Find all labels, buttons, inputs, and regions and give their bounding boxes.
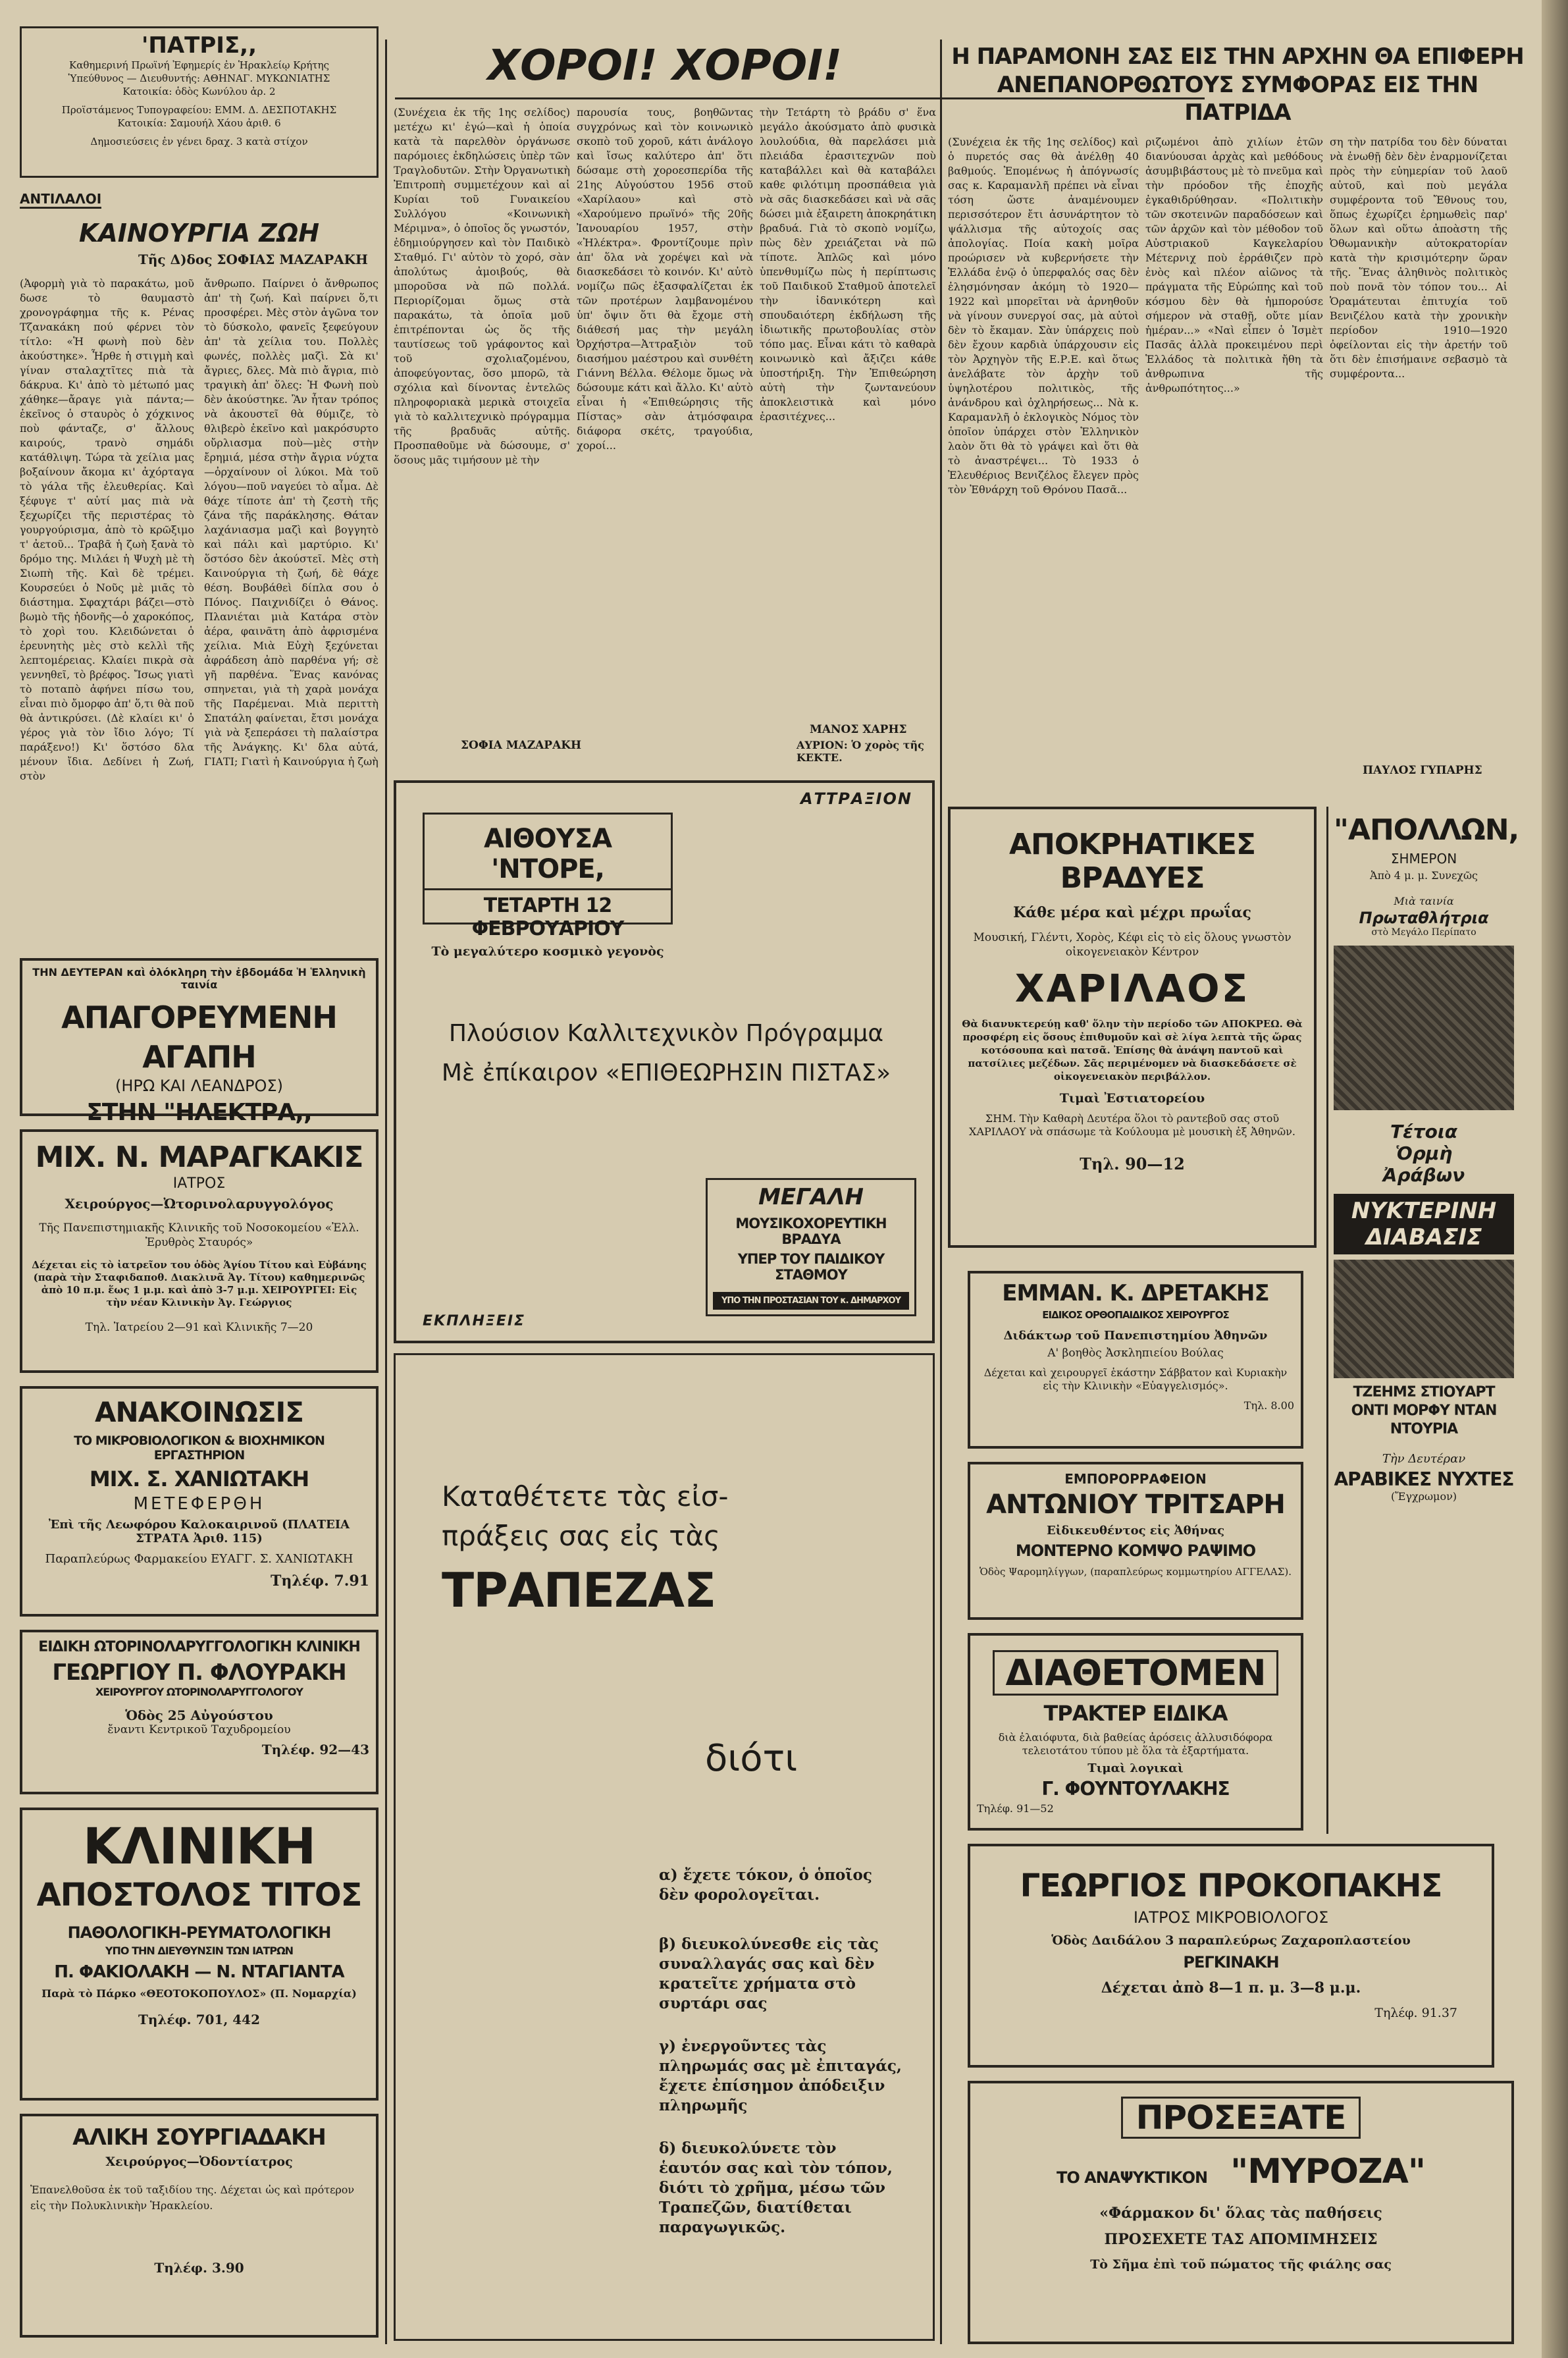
ad-announcement [20, 1386, 379, 1617]
ad-text: γ) ἐνεργοῦντες τὰς πληρωμάς σας μὲ ἐπιταγάς, ἔχετε ἐπίσημον ἀπόδειξιν πληρωμῆς [659, 2037, 902, 2114]
masthead [20, 26, 379, 178]
ad-text: Ὁδὸς Ψαρομηλίγγων, (παραπλεύρως κομμωτηρίου ΑΓΓΕΛΑΣ). [980, 1566, 1292, 1578]
ad-text: Τὸ μεγαλύτερο κοσμικὸ γεγονὸς [431, 944, 664, 959]
ad-headline: ΡΕΓΚΙΝΑΚΗ [1183, 1953, 1279, 1971]
ad-headline: ΧΑΡΙΛΑΟΣ [1014, 966, 1250, 1011]
ad-headline: Πρωταθλήτρια [1359, 909, 1489, 927]
masthead-line: Καθημερινή Πρωϊνή Ἐφημερίς ἐν Ἡρακλείῳ Κρήτης [68, 59, 329, 71]
ad-headline: ΑΝΑΚΟΙΝΩΣΙΣ [95, 1396, 303, 1428]
ad-headline: ΑΛΙΚΗ ΣΟΥΡΓΙΑΔΑΚΗ [72, 2124, 326, 2151]
ad-text: ΥΠΟ ΤΗΝ ΠΡΟΣΤΑΣΙΑΝ ΤΟΥ κ. ΔΗΜΑΡΧΟΥ [713, 1292, 909, 1310]
film-still-photo [1334, 1260, 1514, 1378]
ad-text: Παραπλεύρως Φαρμακείου ΕΥΑΓΓ. Σ. ΧΑΝΙΩΤΑΚΗ [45, 1552, 353, 1566]
ad-text: δ) διευκολύνετε τὸν ἑαυτόν σας καὶ τὸν τόπον, διότι τὸ χρῆμα, μέσω τῶν Τραπεζῶν, διατίθεται παραγωγικῶς. [659, 2139, 893, 2236]
article-title: ΑΝΕΠΑΝΟΡΘΩΤΟΥΣ ΣΥΜΦΟΡΑΣ ΕΙΣ ΤΗΝ ΠΑΤΡΙΔΑ [997, 72, 1478, 126]
ad-text: Τῆς Πανεπιστημιακῆς Κλινικῆς τοῦ Νοσοκομείου «Ἐλλ. Ἐρυθρὸς Σταυρός» [39, 1221, 359, 1249]
ad-doctor-dretakis [968, 1271, 1303, 1449]
ad-tailor-tritsaris [968, 1462, 1303, 1620]
masthead-line: Προϊστάμενος Τυπογραφείου: ΕΜΜ. Δ. ΔΕΣΠΟΤΑΚΗΣ [61, 104, 337, 116]
ad-headline: πράξεις σας εἰς τὰς [442, 1520, 720, 1552]
ad-text: Ὁδὸς Δαιδάλου 3 παραπλεύρως Ζαχαροπλαστείου [1051, 1933, 1411, 1948]
column-rule [940, 40, 942, 2344]
ad-headline: ΑΡΑΒΙΚΕΣ ΝΥΧΤΕΣ [1334, 1468, 1514, 1490]
ad-text: (Ἔγχρωμον) [1390, 1490, 1457, 1503]
ad-banks [394, 1353, 935, 2341]
masthead-line: Ὑπεύθυνος — Διευθυντής: ΑΘΗΝΑΓ. ΜΥΚΩΝΙΑΤΗΣ [68, 72, 330, 84]
ad-headline: Τέτοια [1390, 1121, 1457, 1142]
ad-clinic-titos [20, 1808, 379, 2101]
ad-headline: ΤΡΑΚΤΕΡ ΕΙΔΙΚΑ [1043, 1701, 1228, 1726]
ad-text: Εἰδικευθέντος εἰς Ἀθήνας [1046, 1524, 1225, 1538]
ad-text: Θὰ διανυκτερεύῃ καθ' ὅλην τὴν περίοδο τῶν ΑΠΟΚΡΕΩ. Θὰ προσφέρη εἰς ὅσους ἐπιθυμοῦν καὶ σὲ λίγα λεπτὰ τῆς ὥρας κοτόσουπα καὶ πατσᾶ. Ἐπίσης θὰ ἀνάψη παντοῦ καὶ πατσίλιες μεζέδων. Σᾶς περιμένομεν νὰ διασκεδάσετε σὲ οἰκογενειακὸν περιβάλλον. [962, 1018, 1303, 1083]
article-byline: ΜΑΝΟΣ ΧΑΡΗΣ [810, 723, 907, 736]
ad-headline: ΕΜΜΑΝ. Κ. ΔΡΕΤΑΚΗΣ [1002, 1280, 1269, 1306]
ad-text: Ὁδὸς 25 Αὐγούστου [125, 1707, 273, 1723]
ad-tractors [968, 1633, 1303, 1831]
ad-dance-event [394, 780, 935, 1343]
ad-text: Μουσική, Γλέντι, Χορὸς, Κέφι εἰς τὸ εἰς ὅλους γνωστὸν οἰκογενειακὸν Κέντρον [973, 931, 1292, 959]
product-line [978, 2152, 1503, 2191]
column-rule [385, 40, 387, 2344]
ad-headline: ΜΙΧ. Σ. ΧΑΝΙΩΤΑΚΗ [89, 1466, 309, 1491]
ad-text: ΕΙΔΙΚΟΣ ΟΡΘΟΠΑΙΔΙΚΟΣ ΧΕΙΡΟΥΡΓΟΣ [1042, 1309, 1229, 1321]
ad-headline: ΜΟΥΣΙΚΟΧΟΡΕΥΤΙΚΗ ΒΡΑΔΥΑ [735, 1216, 887, 1247]
ad-text: Ἀπὸ 4 μ. μ. Συνεχῶς [1370, 869, 1478, 882]
ad-headline: "ΑΠΟΛΛΩΝ, [1334, 813, 1519, 847]
ad-text: Τὴν Δευτέραν [1382, 1452, 1466, 1466]
ad-text: ΕΙΔΙΚΗ ΩΤΟΡΙΝΟΛΑΡΥΓΓΟΛΟΓΙΚΗ ΚΛΙΝΙΚΗ [38, 1639, 360, 1655]
ad-dentist-aliki [20, 2114, 379, 2338]
ad-text: Διδάκτωρ τοῦ Πανεπιστημίου Ἀθηνῶν [1003, 1329, 1268, 1343]
ad-text: «Φάρμακον δι' ὅλας τὰς παθήσεις [1099, 2205, 1382, 2222]
ad-doctor-prokopakis [968, 1844, 1494, 2068]
ad-text: Τηλέφ. 91.37 [1374, 2006, 1457, 2020]
ad-headline: ΔΙΑΘΕΤΟΜΕΝ [993, 1650, 1278, 1696]
ad-myroza [968, 2081, 1514, 2344]
ad-text: Π. ΦΑΚΙΟΛΑΚΗ — Ν. ΝΤΑΓΙΑΝΤΑ [54, 1962, 344, 1982]
ad-text: Τηλέφ. 701, 442 [138, 2012, 261, 2027]
ad-text: ἔναντι Κεντρικοῦ Ταχυδρομείου [107, 1723, 291, 1736]
ad-text: ΣΗΜΕΡΟΝ [1390, 851, 1457, 867]
ad-text: Α' βοηθὸς Ἀσκληπιείου Βούλας [1047, 1347, 1224, 1360]
film-still-photo [1334, 946, 1514, 1110]
ad-text: Ἐπὶ τῆς Λεωφόρου Καλοκαιρινοῦ (ΠΛΑΤΕΙΑ ΣΤΡΑΤΑ Ἀριθ. 115) [48, 1518, 350, 1545]
ad-text: Κάθε μέρα καὶ μέχρι πρωΐας [1013, 904, 1251, 921]
ad-text: Ἐπανελθοῦσα ἐκ τοῦ ταξιδίου της. Δέχεται ὡς καὶ πρότερον εἰς τὴν Πολυκλινικὴν Ἡρακλείου. [30, 2184, 355, 2212]
ad-headline: Ἀράβων [1382, 1164, 1465, 1186]
article-byline: ΣΟΦΙΑ ΜΑΖΑΡΑΚΗ [461, 739, 582, 752]
ad-headline: Πλούσιον Καλλιτεχνικὸν Πρόγραμμα [448, 1020, 884, 1047]
ad-text: ΜΕΤΕΦΕΡΘΗ [133, 1494, 265, 1514]
ad-text: Τιμαὶ Ἐστιατορείου [1059, 1091, 1205, 1106]
ad-text: ΧΕΙΡΟΥΡΓΟΥ ΩΤΟΡΙΝΟΛΑΡΥΓΓΟΛΟΓΟΥ [95, 1686, 303, 1698]
ad-text: ΠΡΟΣΕΧΕΤΕ ΤΑΣ ΑΠΟΜΙΜΗΣΕΙΣ [1104, 2231, 1378, 2248]
ad-text: διὰ ἐλαιόφυτα, διὰ βαθείας ἀρόσεις ἀλλυσιδόφορα τελειοτάτου τύπου μὲ ὅλα τὰ ἐξαρτήματα. [998, 1731, 1273, 1757]
big-event-box [706, 1178, 916, 1316]
ad-elektra [20, 958, 379, 1126]
article-note: ΑΥΡΙΟΝ: Ὁ χορὸς τῆς ΚΕΚΤΕ. [797, 739, 924, 764]
section-kicker: ΑΝΤΙΛΑΛΟΙ [20, 191, 101, 209]
ad-text: Τηλέφ. 91—52 [977, 1802, 1054, 1815]
ad-text: Τηλ. 8.00 [1243, 1399, 1294, 1412]
article-column: (Ἀφορμὴ γιὰ τὸ παρακάτω, μοῦ δωσε τὸ θαυμαστὸ χρονογράφημα τῆς κ. Ρένας Τζανακάκη πού φέρνει τὸν τίτλο: «Ἡ φωνὴ ποὺ δὲν ἀκούστηκε». Ἦρθε ἡ στιγμὴ καὶ γίναν σταλαχτῖτες πιὰ τὰ δάκρυα. Κι' ἀπὸ τὸ μέτωπό μας χάθηκε—ἄραγε γιὰ πάντα;—ἐκεῖνος ὁ σταυρὸς ὁ χόχκινος ποὺ φάνταζε, σ' ἄλλους καιρούς, τρανὸ σημάδι κατάθλιψη. Τώρα τὰ χείλια μας βοξαίνουν ἄκομα κι' ἀχόρταγα τὸ γάλα τῆς ἐλευθερίας. Καὶ ξέφυγε τ' αὐτί μας πιὰ νὰ ξεχωρίζει τῆς περιστέρας τὸ γουργούρισμα, ἀπὸ τὸ κρῶξιμο τ' ἀετοῦ... Τραβᾶ ἡ ζωὴ ξανὰ τὸ δρόμο της. Μιλάει ἡ Ψυχὴ μὲ τὴ Σιωπὴ τῆς. Καὶ δὲ τρέμει. Κουρσεύει ὁ Νοῦς μὲ μιᾶς τὸ διάστημα. Σφαχτάρι βάζει—στὸ βωμὸ τῆς ἡδονῆς—ὁ χαροκόπος, τὸ χορὶ του. Κλειδώνεται ὁ ἐρευνητὴς μὲς στὸ κελλὶ τῆς λεπτομέρειας. Κλαίει πικρὰ σὰ γεννηθεῖ, τὸ βρέφος. Ἴσως γιατὶ τὸ ποταπὸ ἀφήνει πίσω του, εἶναι πιὸ ὄμορφο ἀπ' ὅ,τι θὰ ποῦ θὰ ἀντικρύσει. (Δὲ κλαίει κι' ὁ γέρος γιὰ τὸν ἴδιο λόγο; Τί παράξενο!) Κι' ὅστόσο δλα μένουν ἴδια. Δεδίνει ἡ Ζωή, στὸν [20, 277, 194, 782]
ad-text: (ΗΡΩ ΚΑΙ ΛΕΑΝΔΡΟΣ) [115, 1077, 283, 1095]
ad-headline: ΠΡΟΣΕΞΑΤΕ [1121, 2097, 1361, 2139]
ad-text: Παρὰ τὸ Πάρκο «ΘΕΟΤΟΚΟΠΟΥΛΟΣ» (Π. Νομαρχία) [41, 1987, 357, 2000]
ad-clinic-flourakis [20, 1630, 379, 1794]
ad-text: ΑΤΤΡΑΞΙΟΝ [800, 790, 912, 808]
article-title: ΚΑΙΝΟΥΡΓΙΑ ΖΩΗ [78, 219, 320, 248]
article-byline: Τῆς Δ)δος ΣΟΦΙΑΣ ΜΑΖΑΡΑΚΗ [138, 252, 368, 267]
page-binding [1542, 0, 1568, 2358]
ad-text: ΤΟ ΜΙΚΡΟΒΙΟΛΟΓΙΚΟΝ & ΒΙΟΧΗΜΙΚΟΝ ΕΡΓΑΣΤΗΡΙΟΝ [74, 1434, 325, 1462]
ad-text: ΙΑΤΡΟΣ [172, 1175, 226, 1192]
article-column: ση τὴν πατρίδα του δὲν δύναται νὰ ἐνωθῇ δὲν δὲν ἐναρμονίζεται πρὸς τὴν εὐημερίαν τοῦ λαοῦ αὐτοῦ, καὶ ποὺ μεγάλα συμφέροντα τοῦ Ἔθνους του, ὅπως ἐχωρίζει ἐρημωθεὶς παρ' ὅλων καὶ οὕτω ἀποὰστη τῆς Ὀθωμανικὴν αὐτοκρατορίαν κατὰ τὴν κρισιμότερην ὥραν τῆς. Ἕνας ἀληθινὸς πολιτικὸς ποὺ πονᾶ τὸν τόπον του... Αἱ Ὁραμάτευται ἐπιτυχία τοῦ Βενιζέλου κατὰ τὴν χρονικὴν περίοδον 1910—1920 ὀφείλονται εἰς τὴν ἀρετήν τοῦ ὅτι δὲν ἐπισήμαινε σεβασμὸ τὰ συμφέροντα... [1330, 136, 1507, 380]
venue-box [423, 813, 673, 959]
ad-headline: ΓΕΩΡΓΙΟΥ Π. ΦΛΟΥΡΑΚΗ [52, 1659, 346, 1686]
ad-text: ΣΗΜ. Τὴν Καθαρὴ Δευτέρα ὅλοι τὸ ραντεβοῦ σας στοῦ ΧΑΡΙΛΑΟΥ νὰ σπάσωμε τὰ Κούλουμα μὲ μουσικὴ ἐξ Ἀθηνῶν. [969, 1112, 1295, 1138]
ad-headline: "ΜΥΡΟΖΑ" [1230, 2152, 1426, 2191]
ad-charilaos [948, 807, 1317, 1248]
ad-headline: Ὁρμὴ [1395, 1142, 1453, 1164]
article-title: ΧΟΡΟΙ! ΧΟΡΟΙ! [487, 41, 843, 90]
ad-text: ΤΟ ΑΝΑΨΥΚΤΙΚΟΝ [1056, 2168, 1208, 2187]
ad-headline: ΤΕΤΑΡΤΗ 12 ΦΕΒΡΟΥΑΡΙΟΥ [425, 888, 671, 940]
ad-headline: ΑΠΑΓΟΡΕΥΜΕΝΗ ΑΓΑΠΗ [61, 1000, 337, 1075]
masthead-line: Κατοικία: Σαμουήλ Χάου ἀριθ. 6 [117, 117, 281, 129]
ad-headline: ΤΡΑΠΕΖΑΣ [442, 1563, 716, 1618]
ad-text: Δέχεται εἰς τὸ ἰατρεῖον του ὁδὸς Ἁγίου Τίτου καὶ Εὐβάνης (παρὰ τὴν Σταφιδαποθ. Διακλινᾶ Ἀγ. Τίτου) καθημερινῶς ἀπὸ 10 π.μ. ἕως 1 μ.μ. καὶ ἀπὸ 3-7 μ.μ. ΧΕΙΡΟΥΡΓΕΙ: Εἰς τὴν νέαν Κλινικὴν Ἀγ. Γεώργιος [32, 1259, 367, 1308]
article-column: παρουσία τους, βοηθῶντας συγχρόνως καὶ τὸν κοινωνικὸ σκοπὸ τοῦ χοροῦ, κάτι ἀνάλογο καὶ ἴσως καλύτερο ἀπ' ὅτι δώσαμε στὴ χοροεσπερίδα τῆς 21ης Αὐγούστου 1956 στοῦ «Χαρίλαου» καὶ στὸ «Χαρούμενο πρωϊνό» τῆς 20ῆς Ἰανουαρίου 1957, στὴν «Ἠλέκτρα». Φροντίζουμε πρὶν ἀπ' ὅλα νὰ χορέψει καὶ νὰ διασκεδάσει τὸ κοινόν. Κι' αὐτὸ νομίζω πῶς ἐξασφαλίζεται ἐκ τῶν προτέρων λαμβανομένου ὑπ' ὄψιν ὅτι θὰ ἔχομε στὴ διάθεσή μας τὴν μεγάλη Ὀρχήστρα—Ἀττραξιὸν τοῦ διασήμου μαέστρου καὶ συνθέτη Γιάννη Βέλλα. Θέλομε ὅμως νὰ δώσουμε κάτι καὶ ἄλλο. Κι' αὐτὸ εἶναι ἡ «Ἐπιθεώρησις τῆς Πίστας» σὰν ἀτμόσφαιρα διάφορα σκέτς, τραγούδια, χοροί... [577, 106, 753, 452]
article-byline: ΠΑΥΛΟΣ ΓΥΠΑΡΗΣ [1363, 764, 1482, 777]
ad-text: Δέχεται καὶ χειρουργεῖ ἑκάστην Σάββατον καὶ Κυριακὴν εἰς τὴν Κλινικὴν «Εὐαγγελισμός». [983, 1366, 1288, 1392]
ad-headline: Μὲ ἐπίκαιρον «ΕΠΙΘΕΩΡΗΣΙΝ ΠΙΣΤΑΣ» [441, 1059, 891, 1086]
article-column: ριζωμένοι ἀπὸ χιλίων ἐτῶν διανύουσαι ἀρχὰς καὶ μεθόδους ἀσυμβιβάστους μὲ τὸ πνεῦμα καὶ τὴν πρόοδον τῆς ἐποχῆς ἐγκαθιδρύθησαν. «Πολιτικὴν τῶν σκοτεινῶν παραδόσεων καὶ τῶν ἀρχῶν καὶ τὸν μέθοδον τοῦ Αὐστριακοῦ Καγκελαρίου Μέτερνιχ ποὺ ἐρράθιζεν πρὸ ἑνὸς καὶ πλέον αἰῶνος τὰ πράγματα τῆς Εὐρώπης καὶ τοῦ κόσμου δὲν θὰ ἠμπορούσε σήμερον νὰ σταθῇ, οὔτε μίαν ἡμέραν...» «Ναὶ εἶπεν ὁ Ἰσμὲτ Πασᾶς ἀλλὰ προκειμένου περὶ Ἑλλάδος τὰ πολιτικὰ ἤθη τὰ ἀνθρωπινα τῆς ἀνθρωπότητος...» [1145, 136, 1323, 394]
ad-headline: ΝΥΚΤΕΡΙΝΗ ΔΙΑΒΑΣΙΣ [1334, 1194, 1514, 1254]
ad-text: στὸ Μεγάλο Περίπατο [1371, 927, 1477, 938]
ad-text: Χειρούργος—Ὠτορινολαρυγγολόγος [65, 1196, 334, 1212]
masthead-title: 'ΠΑΤΡΙΣ,, [142, 32, 257, 59]
article-column: (Συνέχεια ἐκ τῆς 1ης σελίδος) μετέχω κι' ἐγώ—καὶ ἡ ὁποία κατὰ τὰ παρελθὸν ὀργάνωσε παρόμοιες ἐκδηλώσεις ὑπὲρ τῶν Τραγλοδυτῶν. Στὴν Ὀργανωτικὴ Ἐπιτροπὴ συμμετέχουν καὶ αἱ Κυρίαι τοῦ Γυναικείου Συλλόγου «Κοινωνικὴ Μέριμνα», ὁ ὁποῖος ὅς γνωστόν, ἐδημιούργησεν καὶ τὸν Παιδικὸ Σταθμό. Γι' αὐτὸν τὸ χορό, σὰν ἀπολύτως ἀμοιβούς, θὰ μποροῦσα νὰ πῶ πολλά. Περιορίζομαι ὅμως στὰ παρακάτω, τὰ ὁποῖα μοῦ ἐπιτρέπονται ὡς ὅς τῆς ταυτίσεως τοῦ γράφοντος καὶ τοῦ σχολιαζομένου, ἀποφεύγοντας, ὅσο μπορῶ, τὰ σχόλια καὶ δίνοντας ἐντελῶς πληροφοριακὰ μερικὰ στοιχεῖα γιὰ τὸ καλλιτεχνικὸ πρόγραμμα τῆς βραδυᾶς αὐτῆς. Προσπαθοῦμε νὰ δώσουμε, σ' ὅσους μᾶς τιμήσουν μὲ τὴν [394, 106, 570, 466]
ad-text: Δέχεται ἀπὸ 8—1 π. μ. 3—8 μ.μ. [1101, 1979, 1361, 1996]
ad-text: ΤΖΕΗΜΣ ΣΤΙΟΥΑΡΤ ΟΝΤΙ ΜΟΡΦΥ ΝΤΑΝ ΝΤΟΥΡΙΑ [1351, 1384, 1497, 1437]
ad-text: ΕΚΠΛΗΞΕΙΣ [423, 1313, 526, 1329]
ad-headline: ΑΝΤΩΝΙΟΥ ΤΡΙΤΣΑΡΗ [986, 1489, 1285, 1520]
ad-headline: διότι [705, 1737, 798, 1780]
ad-headline: ΥΠΕΡ ΤΟΥ ΠΑΙΔΙΚΟΥ ΣΤΑΘΜΟΥ [737, 1251, 885, 1283]
ad-headline: ΜΟΝΤΕΡΝΟ ΚΟΜΨΟ ΡΑΨΙΜΟ [1015, 1541, 1256, 1560]
article-column: (Συνέχεια ἐκ τῆς 1ης σελίδος) καὶ ὁ πυρετός σας θὰ ἀνέλθῃ 40 βαθμούς. Ἐπομένως ἡ ἀπόγνωσίς σας κ. Καραμανλῆ πρέπει νὰ εἶναι τόση ὥστε ἀναμένουμεν περισσότερον ἔτι ἀσυνάρτητον τὸ ψάλλισμα τῆς αὐτοχοίς σας ἀπολογίας. Ποία κακὴ μοῖρα προώρισεν νὰ κυβερνήσετε τὴν Ἑλλάδα ἐνῷ ὁ ὑπερφαλός σας δὲν ἐλησμόνησαν ἀκόμη τὸ 1920—1922 καὶ μπορεῖται νὰ ἀρνηθοῦν νὰ γίνουν συνεργοί σας, μὰ αὐτοὶ δὲν τὸ ἔκαμαν. Σὰν ὑπάρχεις ποὺ δὲν ἔχουν καρδιὰ ὑπάρχουσιν εἰς τὸν Ἀρχηγὸν τῆς Ε.Ρ.Ε. καὶ ὅτως ἀνελάβατε τὸν ἀρχὴν τοῦ ὑψηλοτέρου πολιτικὸς, τῆς ἀνάνδρου καὶ ὀχληρήσεως... Νὰ κ. Καραμανλῆ ὁ ἐκλογικὸς Νόμος τὸν ὁποῖον ὑπάρχει στὸν Ἑλληνικὸν λαὸν ὅτι θὰ τὸ γράψει καὶ ὅτι θὰ τὸ ἀναστρέψει... Τὸ 1933 ὁ Ἐλευθέριος Βενιζέλος ἔλεγεν πρὸς τὸν Ἐθνάρχη τοῦ Θρόνου Πασᾶ... [948, 136, 1139, 496]
ad-headline: ΑΠΟΚΡΗΑΤΙΚΕΣ ΒΡΑΔΥΕΣ [1008, 828, 1256, 895]
ad-headline: ΚΛΙΝΙΚΗ [82, 1817, 316, 1875]
ad-headline: ΣΤΗΝ "ΗΛΕΚΤΡΑ,, [86, 1099, 312, 1126]
ad-headline: ΑΠΟΣΤΟΛΟΣ ΤΙΤΟΣ [36, 1877, 362, 1914]
ad-text: Τηλέφ. 92—43 [261, 1742, 369, 1757]
ad-text: β) διευκολύνεσθε εἰς τὰς συναλλαγάς σας καὶ δὲν κρατεῖτε χρήματα στὸ συρτάρι σας [659, 1935, 879, 2012]
ad-text: Χειρούργος—Ὀδοντίατρος [105, 2155, 293, 2169]
ad-headline: ΜΙΧ. Ν. ΜΑΡΑΓΚΑΚΙΣ [35, 1140, 363, 1174]
ad-text: Τηλ. Ἰατρείου 2—91 καὶ Κλινικῆς 7—20 [85, 1321, 313, 1334]
ad-text: Τηλέφ. 3.90 [154, 2260, 244, 2276]
masthead-line: Δημοσιεύσεις ἐν γένει δραχ. 3 κατὰ στίχον [90, 136, 308, 147]
ad-text: ΤΗΝ ΔΕΥΤΕΡΑΝ καὶ ὁλόκληρη τὴν ἑβδομάδα Ἡ Ἑλληνικὴ ταινία [32, 966, 366, 991]
ad-headline: ΓΕΩΡΓΙΟΣ ΠΡΟΚΟΠΑΚΗΣ [1020, 1867, 1442, 1904]
cinema-apollon [1326, 807, 1519, 1834]
ad-text: Τηλέφ. 7.91 [271, 1572, 369, 1590]
ad-text: ΠΑΘΟΛΟΓΙΚΗ-ΡΕΥΜΑΤΟΛΟΓΙΚΗ [67, 1923, 331, 1942]
ad-text: α) ἔχετε τόκον, ὁ ὁποῖος δὲν φορολογεῖται. [659, 1866, 872, 1904]
ad-text: Τιμαὶ λογικαὶ [1087, 1761, 1184, 1775]
ad-text: ΙΑΤΡΟΣ ΜΙΚΡΟΒΙΟΛΟΓΟΣ [1133, 1908, 1329, 1927]
ad-headline: ΑΙΘΟΥΣΑ 'ΝΤΟΡΕ, [483, 824, 612, 884]
article-column: τὴν Τετάρτη τὸ βράδυ σ' ἕνα μεγάλο ἀκούσματο ἀπὸ φυσικὰ λουλούδια, θὰ παρελάσει μιὰ πλειάδα ἐρασιτεχνῶν ποὺ καταβάλλει καὶ θὰ καταβάλει καθε φιλότιμη προσπάθεια γιὰ νὰ σᾶς διασκεδάσει καὶ νὰ σᾶς δώσει μιὰ ἐξαιρετη ἀποκρηάτικη βραδυά. Γιὰ τὸ σκοπὸ νομίζω, πὼς δὲν χρειάζεται νὰ πῶ τίποτε. Ἁπλῶς καὶ μόνο ὑπενθυμίζω πὼς ἡ περίπτωσις τοῦ Παιδικοῦ Σταθμοῦ ἀποτελεῖ τὴν ἰδανικότερη καὶ σπουδαιότερη ἐκδήλωση τῆς ἰδιωτικῆς πρωτοβουλίας στὸν τόπο μας. Εἶναι κάτι τὸ καθαρὰ κοινωνικὸ καὶ ἄξιζει κάθε ὑποστήριξη. Τὴν Ἐπιθεώρηση αὐτὴ τὴν ζωντανεύουν ἀποκλειστικὰ καὶ μόνο ἐρασιτέχνες... [760, 106, 936, 423]
ad-text: Τὸ Σῆμα ἐπὶ τοῦ πώματος τῆς φιάλης σας [1090, 2257, 1392, 2272]
masthead-line: Κατοικία: ὁδὸς Κωνύλου ἀρ. 2 [122, 86, 276, 97]
ad-text: ΥΠΟ ΤΗΝ ΔΙΕΥΘΥΝΣΙΝ ΤΩΝ ΙΑΤΡΩΝ [105, 1944, 294, 1957]
article-title: Η ΠΑΡΑΜΟΝΗ ΣΑΣ ΕΙΣ ΤΗΝ ΑΡΧΗΝ ΘΑ ΕΠΙΦΕΡΗ [951, 43, 1524, 70]
ad-text: Μιὰ ταινία [1394, 895, 1454, 907]
ad-headline: Καταθέτετε τὰς εἰσ- [442, 1480, 729, 1513]
article-column: ἄνθρωπο. Παίρνει ὁ ἄνθρωπος ἀπ' τὴ ζωή. Καὶ παίρνει ὅ,τι προσφέρει. Μὲς στὸν ἀγῶνα τον τὸ δύσκολο, φανεῖς ξεφεύγουν ἀπ' τὰ χείλια του. Πολλὲς φωνές, πολλὲς μαζὶ. Σὰ κι' ἄγριες, δλες. Μὰ πιὸ ἄγρια, πιὸ τραγικὴ ἀπ' ὅλες: Ἡ Φωνὴ ποὺ δὲν ἀκούστηκε. Ἂν ἦταν τρόπος νὰ ἀκουστεῖ θὰ θύμιζε, τὸ θλιβερὸ ἐκεῖνο καὶ μακρόσυρτο οὔρλιασμα ποὺ—μὲς στὴν ἔρημιά, μέσα στὴν ἄγρια νύχτα—ὀρχαίνουν οἱ λύκοι. Μὰ τοῦ λόγου—ποῦ ναγεύει τὸ αἷμα. Δὲ θάχε τίποτε ἀπ' τὴ ζεστὴ τῆς ζάνα τῆς παράκλησης. Θάταν λαχάνιασμα μαζὶ καὶ βογγητὸ καὶ πάλι καὶ μαρτύριο. Κι' ὅστόσο δὲν ἀκούστεῖ. Μὲς στὴ Καινούργια τὴ ζωή, δὲ θάχε θέση. Βουβάθεὶ δίπλα σου ὁ Πόνος. Παιχνιδίζει ὁ Θάνος. Πλανιέται μιὰ Κατάρα στὸν ἀέρα, φαινᾶτη ἀπὸ ἀφρισμένα χείλια. Μιὰ Εὐχὴ ξεχύνεται ἀφράδεση ἀπὸ παρθένα γή; σὲ γῆ παρθένα. Ἕνας κανόνας σπηνεται, γιὰ τὴ χαρὰ μονάχα τῆς Παρέμεναι. Μιὰ περιττὴ Σπατάλη φαίνεται, ἔτσι μονάχα γιὰ νὰ ξεπεράσει τὴ παλαίστρα τῆς Ἀνάγκης. Κι' δλα αὐτά, ΓΙΑΤΙ; Γιατὶ ἡ Καινούργια ἡ ζωὴ [204, 277, 379, 768]
ad-text: ΕΜΠΟΡΟΡΡΑΦΕΙΟΝ [1064, 1471, 1207, 1487]
ad-headline: ΜΕΓΑΛΗ [758, 1184, 864, 1210]
ad-text: Τηλ. 90—12 [1080, 1154, 1185, 1173]
ad-doctor-maragkakis [20, 1129, 379, 1373]
ad-headline: Γ. ΦΟΥΝΤΟΥΛΑΚΗΣ [1041, 1778, 1230, 1800]
